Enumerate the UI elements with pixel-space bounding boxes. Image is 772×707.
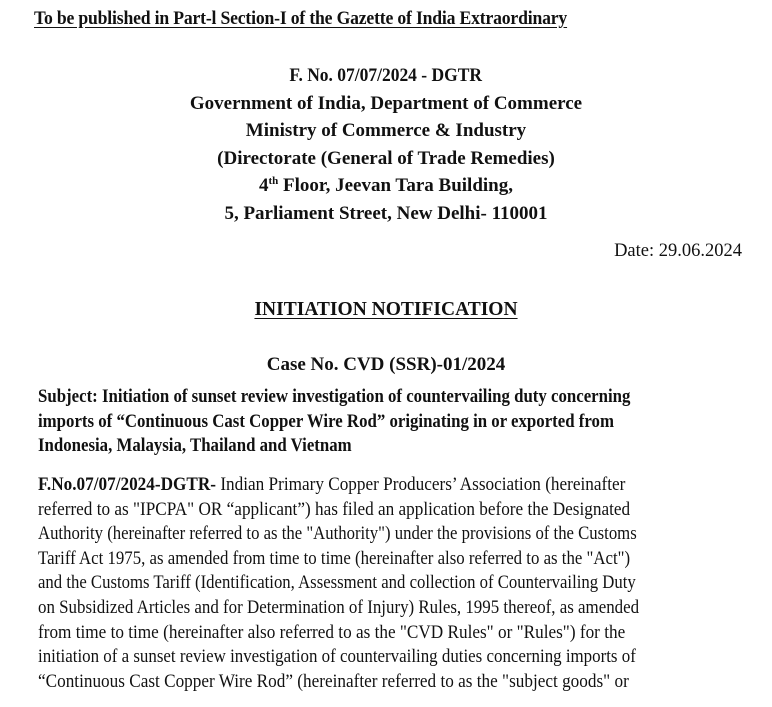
subject-heading (38, 385, 738, 459)
subject-line: Indonesia, Malaysia, Thailand and Vietnam (38, 435, 352, 456)
paragraph-line: and the Customs Tariff (Identification, Assessment and collection of Countervailing Duty (38, 572, 636, 594)
directorate-name: (Directorate (General of Trade Remedies) (217, 147, 555, 169)
paragraph-line: “Continuous Cast Copper Wire Rod” (hereinafter referred to as the "subject goods" or (38, 670, 629, 692)
case-number: Case No. CVD (SSR)-01/2024 (266, 354, 506, 375)
paragraph-line: from time to time (hereinafter also referred to as the "CVD Rules" or "Rules") for the (38, 621, 626, 643)
government-department: Government of India, Department of Commerce (189, 92, 583, 114)
file-reference: F.No.07/07/2024-DGTR- (38, 474, 217, 495)
paragraph-line: on Subsidized Articles and for Determination of Injury) Rules, 1995 thereof, as amended (38, 596, 640, 618)
body-paragraph (38, 473, 758, 694)
paragraph-line: initiation of a sunset review investigation of countervailing duties concerning imports of (38, 646, 636, 668)
paragraph-line: F.No.07/07/2024-DGTR- Indian Primary Copper Producers’ Association (hereinafter (38, 474, 626, 495)
building-address: 4th Floor, Jeevan Tara Building, (258, 175, 514, 196)
file-number: F. No. 07/07/2024 - DGTR (289, 65, 483, 86)
document-title: INITIATION NOTIFICATION (254, 299, 518, 320)
street-address: 5, Parliament Street, New Delhi- 110001 (224, 202, 548, 224)
paragraph-line: referred to as "IPCPA" OR “applicant”) has filed an application before the Designated (38, 498, 631, 520)
paragraph-line: Tariff Act 1975, as amended from time to time (hereinafter also referred to as the "Act") (38, 547, 631, 569)
subject-line: Subject: Initiation of sunset review investigation of countervailing duty concerning (38, 386, 631, 407)
ministry-name: Ministry of Commerce & Industry (245, 120, 527, 141)
notification-date: Date: 29.06.2024 (614, 241, 742, 261)
issuing-authority-header (0, 62, 772, 227)
gazette-publication-line: To be published in Part-l Section-I of the Gazette of India Extraordinary (34, 8, 568, 29)
paragraph-line: Authority (hereinafter referred to as the "Authority") under the provisions of the Customs (38, 523, 637, 545)
subject-line: imports of “Continuous Cast Copper Wire Rod” originating in or exported from (38, 410, 614, 432)
